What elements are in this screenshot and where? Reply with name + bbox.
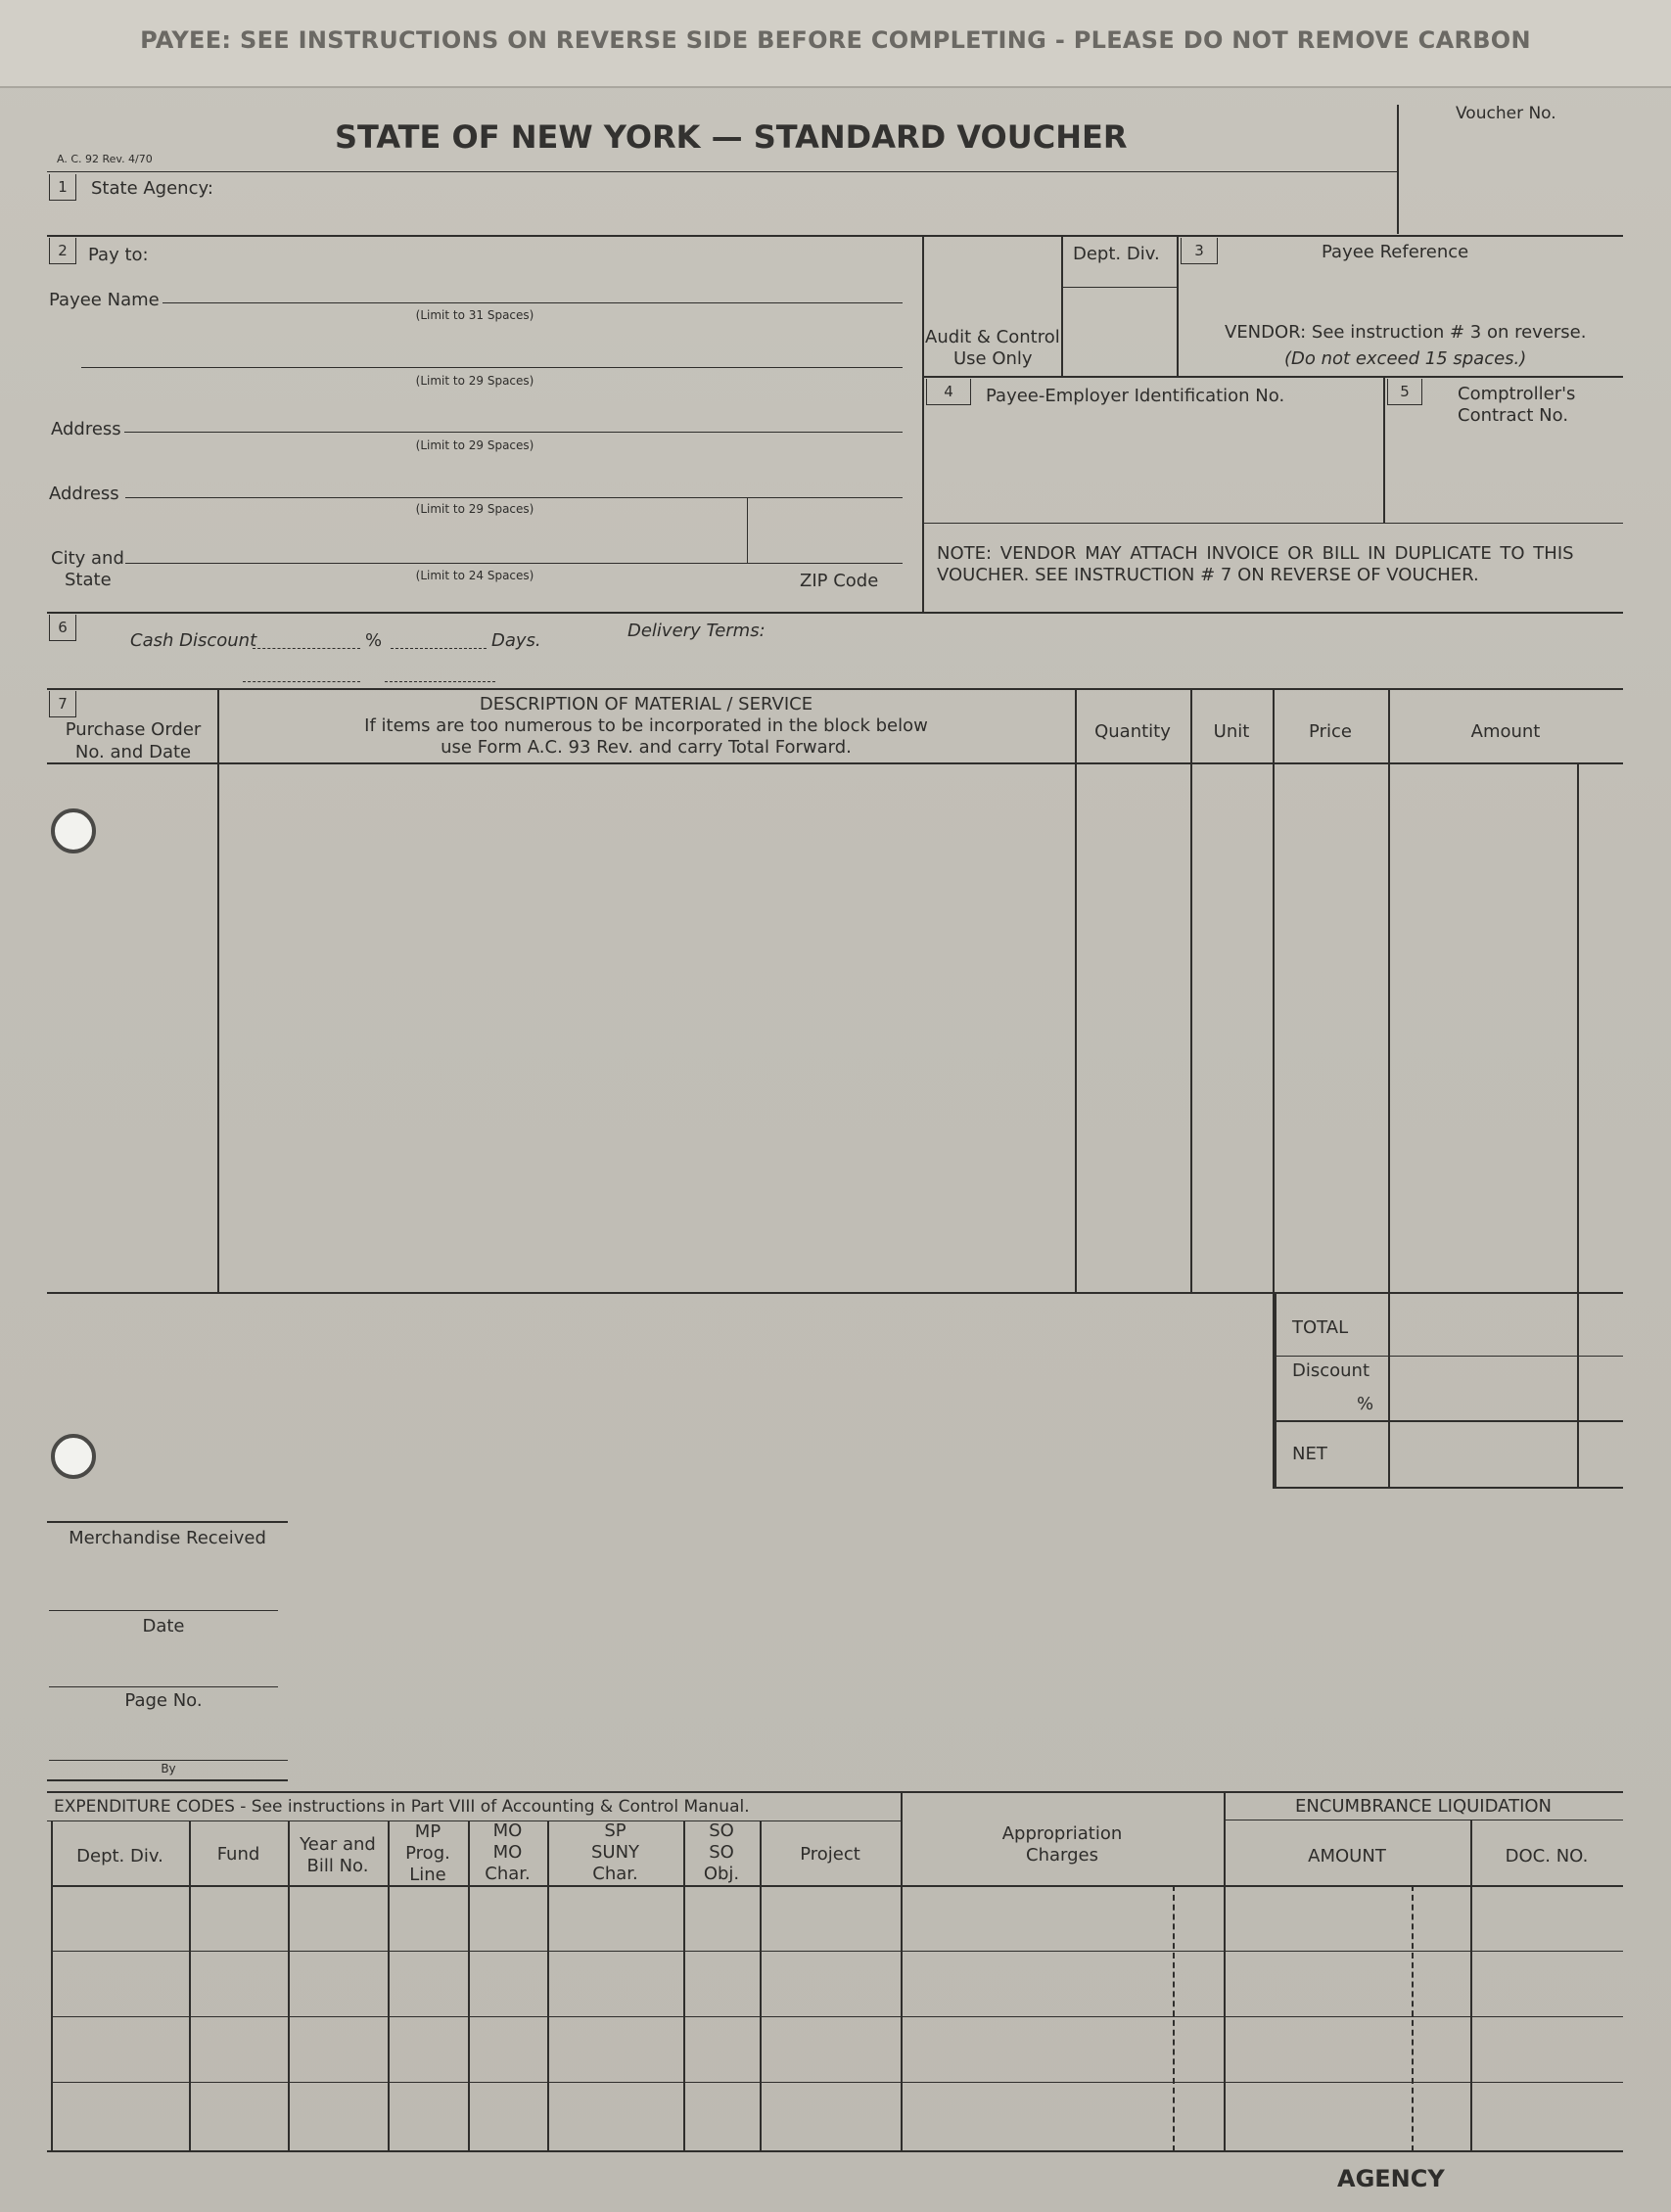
- limit-note: (Limit to 29 Spaces): [415, 374, 534, 388]
- agency-label: AGENCY: [1337, 2165, 1445, 2192]
- amount-divider: [1388, 688, 1390, 1489]
- exp-mp-header-1: MP: [414, 1821, 441, 1842]
- city-label-2: State: [65, 570, 112, 590]
- price-header: Price: [1309, 721, 1352, 742]
- zip-code-label: ZIP Code: [800, 571, 879, 591]
- discount-field[interactable]: [1392, 1360, 1619, 1415]
- exp-mp-header-3: Line: [409, 1865, 446, 1885]
- exp-mo-header-2: MO: [492, 1842, 523, 1863]
- net-label: NET: [1292, 1444, 1327, 1464]
- exp-year-bill-header-2: Bill No.: [306, 1856, 369, 1876]
- rule: [1275, 1356, 1623, 1357]
- page-no-label: Page No.: [124, 1690, 203, 1711]
- section-1-number: 1: [49, 174, 76, 201]
- exp-mo-header-3: Char.: [485, 1864, 531, 1884]
- rule: [47, 1292, 1623, 1294]
- page-no-line: [49, 1686, 278, 1687]
- section-2-number: 2: [49, 238, 76, 264]
- payee-name-line-2: [81, 367, 903, 368]
- exp-so-header-3: Obj.: [703, 1864, 740, 1884]
- address-2-line: [125, 497, 903, 498]
- receipt-date-label: Date: [142, 1616, 185, 1636]
- exp-dept-div-header: Dept. Div.: [76, 1846, 163, 1866]
- receipt-date-field[interactable]: [49, 1566, 278, 1609]
- merchandise-received-label: Merchandise Received: [69, 1528, 266, 1548]
- cash-discount-days-field[interactable]: [391, 624, 487, 648]
- delivery-terms-label: Delivery Terms:: [627, 621, 766, 641]
- zip-code-field[interactable]: [752, 504, 899, 561]
- note-line-2: VOUCHER. SEE INSTRUCTION # 7 ON REVERSE OF VOUCHER.: [937, 565, 1479, 585]
- exp-mo-header-1: MO: [492, 1820, 523, 1841]
- dept-div-divider: [1177, 235, 1179, 376]
- date-line: [49, 1610, 278, 1611]
- limit-note: (Limit to 29 Spaces): [415, 502, 534, 516]
- contract-no-field[interactable]: [1390, 431, 1617, 519]
- state-agency-label: State Agency:: [91, 178, 213, 199]
- po-divider: [217, 688, 219, 1292]
- limit-note: (Limit to 24 Spaces): [415, 569, 534, 582]
- page-no-field[interactable]: [49, 1644, 278, 1685]
- quantity-header: Quantity: [1094, 721, 1171, 742]
- limit-note: (Limit to 31 Spaces): [415, 308, 534, 322]
- expenditure-codes-entry-area[interactable]: [53, 1888, 1619, 2147]
- note-line-1: NOTE: VENDOR MAY ATTACH INVOICE OR BILL IN DUPLICATE TO THIS: [937, 543, 1574, 564]
- expenditure-codes-title: EXPENDITURE CODES - See instructions in Part VIII of Accounting & Control Manual.: [54, 1797, 750, 1817]
- section-7-number: 7: [49, 691, 76, 717]
- form-code: A. C. 92 Rev. 4/70: [57, 153, 153, 165]
- punch-hole: [51, 808, 96, 853]
- payee-name-label: Payee Name: [49, 290, 160, 310]
- rule: [1061, 287, 1177, 288]
- voucher-no-label: Voucher No.: [1456, 104, 1556, 123]
- exp-sp-header-3: Char.: [592, 1864, 638, 1884]
- dept-div-label: Dept. Div.: [1073, 244, 1160, 264]
- exp-mp-header-2: Prog.: [405, 1843, 450, 1864]
- exp-year-bill-header-1: Year and: [300, 1834, 376, 1855]
- description-field[interactable]: [221, 767, 1071, 1288]
- by-field[interactable]: [49, 1723, 288, 1760]
- po-label-2: No. and Date: [74, 742, 192, 762]
- encumbrance-title: ENCUMBRANCE LIQUIDATION: [1294, 1796, 1553, 1817]
- description-label-2: If items are too numerous to be incorporated in the block below: [364, 715, 928, 736]
- punch-hole: [51, 1434, 96, 1479]
- exp-so-header-1: SO: [709, 1820, 734, 1841]
- discount-line-2: [243, 681, 360, 682]
- po-label-1: Purchase Order: [65, 719, 202, 740]
- cash-discount-days-line: [391, 648, 487, 649]
- city-state-field[interactable]: [125, 533, 742, 563]
- cash-discount-percent-line: [253, 648, 360, 649]
- unit-divider: [1190, 688, 1192, 1292]
- totals-left-border: [1275, 1292, 1276, 1489]
- top-instruction: PAYEE: SEE INSTRUCTIONS ON REVERSE SIDE BEFORE COMPLETING - PLEASE DO NOT REMOVE CARBON: [140, 26, 1531, 54]
- vendor-note: VENDOR: See instruction # 3 on reverse.: [1225, 322, 1587, 343]
- address-1-field[interactable]: [124, 402, 903, 432]
- exp-so-header-2: SO: [709, 1842, 734, 1863]
- by-label: By: [161, 1762, 176, 1775]
- price-field[interactable]: [1276, 767, 1384, 1288]
- unit-header: Unit: [1213, 721, 1250, 742]
- discount-percent: %: [1357, 1394, 1374, 1414]
- audit-label-2: Use Only: [953, 348, 1033, 369]
- quantity-divider: [1075, 688, 1077, 1292]
- rule: [922, 376, 1623, 378]
- audit-label-1: Audit & Control: [925, 327, 1060, 347]
- address-1-label: Address: [51, 419, 121, 439]
- unit-field[interactable]: [1194, 767, 1269, 1288]
- address-2-label: Address: [49, 484, 119, 504]
- description-label-1: DESCRIPTION OF MATERIAL / SERVICE: [479, 694, 813, 714]
- audit-divider: [1061, 235, 1063, 376]
- exp-appropriation-header-2: Charges: [1026, 1845, 1098, 1866]
- description-label-3: use Form A.C. 93 Rev. and carry Total Forward.: [441, 737, 852, 758]
- exp-amount-header: AMOUNT: [1308, 1846, 1386, 1866]
- section-6-number: 6: [49, 615, 76, 641]
- zip-divider: [747, 497, 748, 564]
- exp-sp-header-1: SP: [604, 1820, 627, 1841]
- quantity-field[interactable]: [1079, 767, 1186, 1288]
- city-label-1: City and: [51, 548, 124, 569]
- rule: [1383, 376, 1385, 523]
- rule: [922, 523, 1623, 524]
- by-line: [49, 1760, 288, 1761]
- payee-ein-field[interactable]: [930, 411, 1380, 517]
- limit-note: (Limit to 29 Spaces): [415, 438, 534, 452]
- section-4-number: 4: [926, 379, 971, 405]
- exp-project-header: Project: [800, 1844, 860, 1865]
- days-label: Days.: [491, 630, 541, 651]
- percent-sign: %: [365, 630, 383, 651]
- payee-ein-label: Payee-Employer Identification No.: [986, 386, 1285, 406]
- discount-line-3: [385, 681, 495, 682]
- rule: [47, 1791, 1623, 1793]
- form-title: STATE OF NEW YORK — STANDARD VOUCHER: [335, 118, 1128, 156]
- payee-name-field-2[interactable]: [81, 338, 903, 367]
- exp-doc-no-header: DOC. NO.: [1505, 1846, 1589, 1866]
- total-label: TOTAL: [1292, 1317, 1349, 1338]
- vendor-note-limit: (Do not exceed 15 spaces.): [1284, 348, 1527, 369]
- cash-discount-label: Cash Discount: [130, 630, 257, 651]
- rule: [47, 235, 1623, 237]
- discount-label: Discount: [1292, 1360, 1370, 1381]
- column-divider: [922, 235, 924, 613]
- rule: [47, 762, 1623, 764]
- rule: [47, 1779, 288, 1781]
- exp-fund-header: Fund: [216, 1844, 260, 1865]
- address-2-field[interactable]: [125, 468, 903, 497]
- amount-field[interactable]: [1392, 767, 1619, 1288]
- merchandise-line: [47, 1521, 288, 1523]
- rule: [51, 1885, 1623, 1887]
- net-field[interactable]: [1392, 1425, 1619, 1484]
- rule: [1275, 1487, 1623, 1489]
- rule: [47, 2150, 1623, 2152]
- section-3-number: 3: [1181, 238, 1218, 264]
- payee-reference-label: Payee Reference: [1322, 242, 1469, 262]
- address-1-line: [124, 432, 903, 433]
- amount-header: Amount: [1470, 721, 1541, 742]
- state-agency-field[interactable]: [1018, 157, 1390, 219]
- rule: [47, 612, 1623, 614]
- payee-reference-field[interactable]: [1186, 266, 1617, 315]
- rule: [1275, 1420, 1623, 1422]
- comptroller-label-1: Comptroller's: [1458, 384, 1576, 404]
- rule: [47, 688, 1623, 690]
- section-5-number: 5: [1387, 379, 1422, 405]
- voucher-no-divider: [1397, 105, 1399, 234]
- comptroller-label-2: Contract No.: [1458, 405, 1569, 426]
- voucher-no-field[interactable]: [1410, 117, 1625, 225]
- cash-discount-percent-field[interactable]: [253, 624, 360, 648]
- total-field[interactable]: [1392, 1297, 1619, 1352]
- payee-name-field[interactable]: [162, 274, 903, 303]
- pay-to-label: Pay to:: [88, 245, 149, 265]
- dept-div-field[interactable]: [1065, 291, 1173, 373]
- delivery-terms-field[interactable]: [773, 619, 1615, 677]
- city-line: [125, 563, 903, 564]
- exp-sp-header-2: SUNY: [590, 1842, 640, 1863]
- exp-appropriation-header-1: Appropriation: [1001, 1823, 1123, 1844]
